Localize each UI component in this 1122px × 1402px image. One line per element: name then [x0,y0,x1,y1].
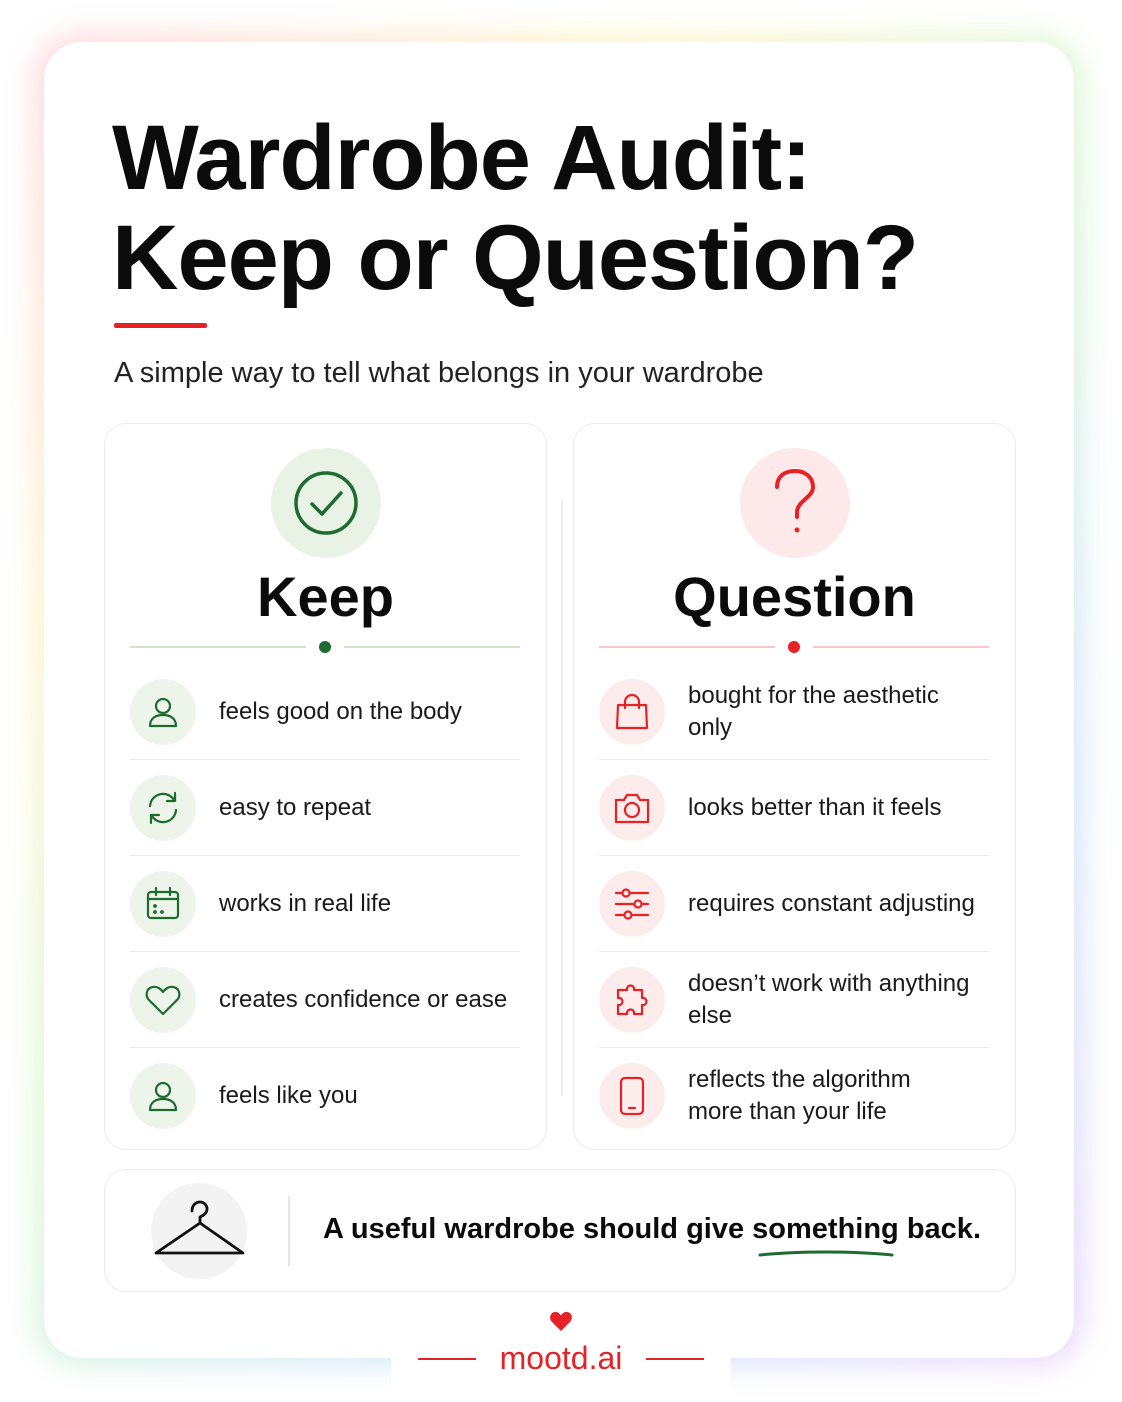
quote-text-end: back. [898,1213,981,1245]
refresh-icon [130,775,196,841]
brand-signature [391,1302,731,1402]
smartphone-icon [599,1063,665,1129]
column-separator [561,500,563,1096]
question-title: Question [673,565,916,628]
list-item [130,1048,520,1144]
page-title [112,108,918,308]
footer-quote-box [104,1169,1016,1292]
question-divider [599,646,989,648]
heart-icon [130,967,196,1033]
sliders-icon [599,871,665,937]
person-icon [130,1063,196,1129]
item-text: doesn’t work with anything else [688,969,970,1029]
keep-list [130,664,520,1144]
footer-separator [288,1196,290,1266]
list-item [599,856,989,952]
emphasis-underline [758,1249,894,1261]
title-line-1: Wardrobe Audit: [112,107,811,209]
item-text: looks better than it feels [688,793,942,821]
item-text: feels like you [219,1082,358,1109]
camera-icon [599,775,665,841]
item-text: bought for the aesthetic only [688,681,939,741]
list-item [599,664,989,760]
list-item [599,952,989,1048]
quote-text-start: A useful wardrobe should give [323,1213,753,1245]
item-text: reflects the algorithm more than your life [688,1066,911,1125]
title-line-2: Keep or Question? [112,207,918,309]
list-item [130,856,520,952]
item-text: requires constant adjusting [688,889,975,917]
list-item [130,664,520,760]
brand-line-right [646,1358,704,1360]
calendar-icon [130,871,196,937]
person-icon [130,679,196,745]
shopping-bag-icon [599,679,665,745]
item-text: feels good on the body [219,697,462,725]
quote-emphasis-word: something [752,1213,899,1245]
question-list [599,664,989,1144]
brand-name: mootd.ai [499,1340,623,1376]
hanger-icon [151,1183,247,1279]
keep-panel [104,423,547,1150]
question-panel [573,423,1016,1150]
list-item [130,952,520,1048]
footer-quote [323,1210,981,1248]
question-mark-icon [740,448,850,558]
subtitle: A simple way to tell what belongs in your wardrobe [114,357,764,389]
list-item [599,760,989,856]
keep-title: Keep [257,565,394,628]
title-accent-rule [114,323,207,328]
quote-emphasis [752,1213,899,1245]
check-circle-icon [271,448,381,558]
item-text: creates confidence or ease [219,985,508,1013]
list-item [130,760,520,856]
keep-divider [130,646,520,648]
item-text: easy to repeat [219,793,372,821]
puzzle-icon [599,967,665,1033]
list-item [599,1048,989,1144]
item-text: works in real life [219,889,392,917]
heart-icon [549,1310,573,1332]
